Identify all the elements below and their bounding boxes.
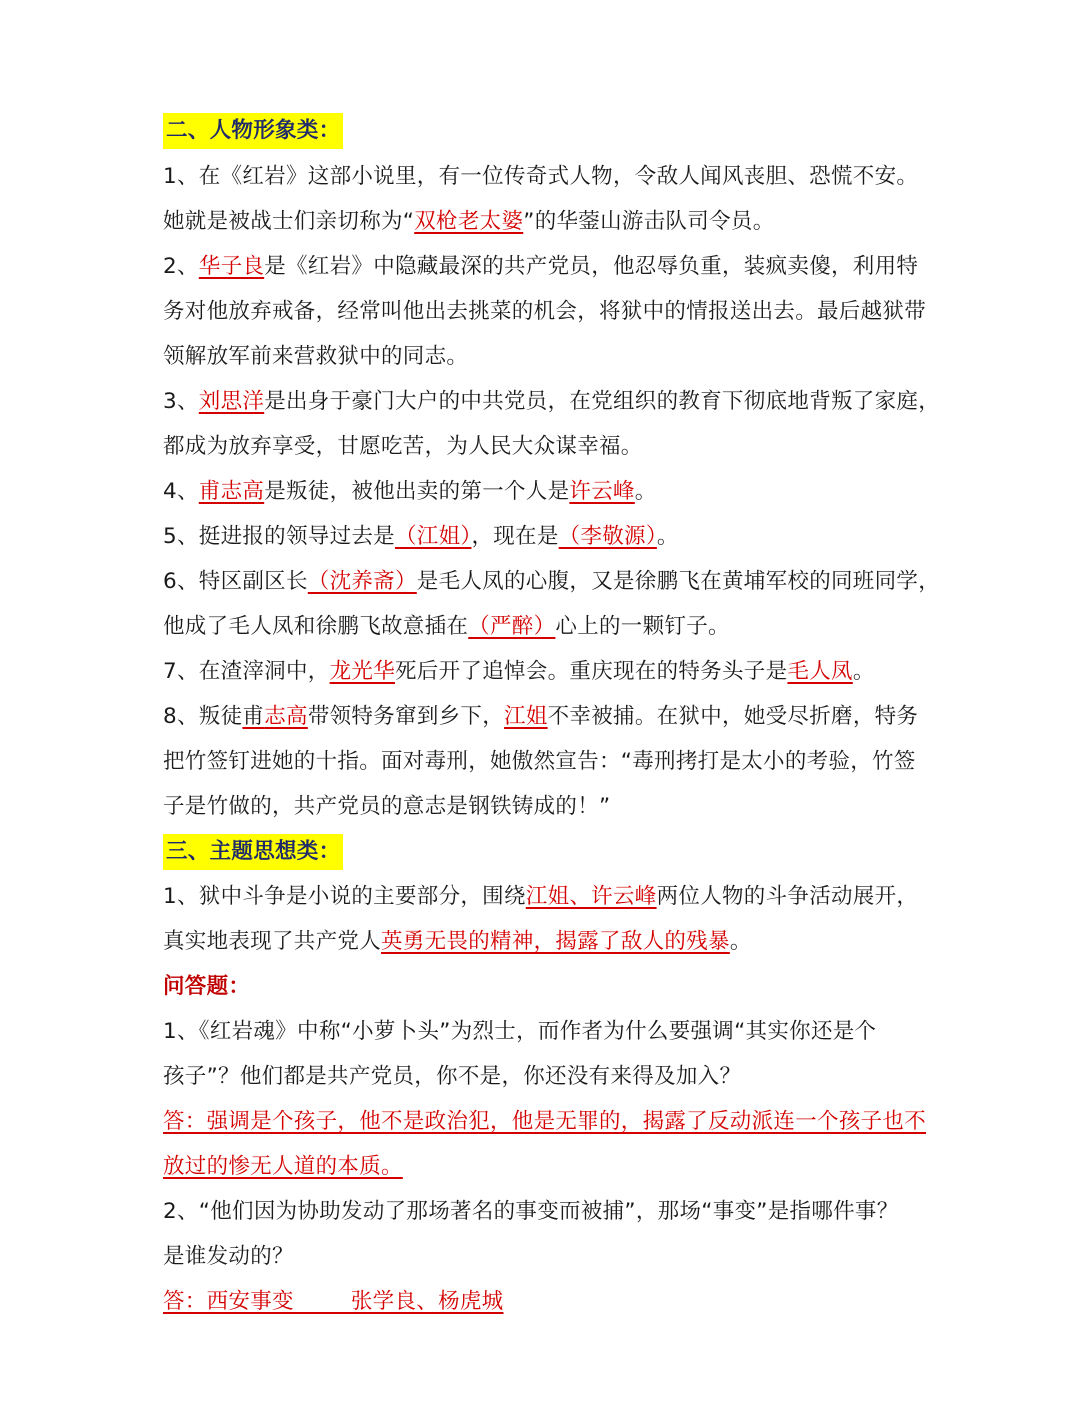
- answer-blank: （严醉）: [468, 614, 556, 639]
- item-5: 5、挺进报的领导过去是（江姐），现在是（李敬源）。: [163, 524, 679, 549]
- answer-blank: （李敬源）: [558, 524, 657, 549]
- item-1-line-1: 1、在《红岩》这部小说里，有一位传奇式人物，令敌人闻风丧胆、恐慌不安。: [163, 164, 919, 189]
- answer-blank: （江姐）: [394, 524, 472, 549]
- answer-1-line-1: 答：强调是个孩子，他不是政治犯，他是无罪的，揭露了反动派连一个孩子也不: [163, 1109, 927, 1134]
- section-heading-theme: [163, 829, 923, 874]
- theme-1-line-2: 真实地表现了共产党人英勇无畏的精神，揭露了敌人的残暴。: [163, 929, 752, 954]
- answer-blank: 志高: [264, 704, 308, 729]
- answer-blank: 双枪老太婆: [414, 209, 524, 234]
- underlined-text: 甫: [242, 704, 265, 729]
- question-1-line-1: 1、《红岩魂》中称“小萝卜头”为烈士，而作者为什么要强调“其实你还是个: [163, 1019, 877, 1044]
- question-2-line-2: 是谁发动的？: [163, 1244, 294, 1269]
- heading-highlight: 三、主题思想类：: [163, 834, 343, 870]
- question-1-line-2: 孩子”？他们都是共产党员，你不是，你还没有来得及加入？: [163, 1064, 742, 1089]
- answer-blank: 许云峰: [569, 479, 635, 504]
- answer-blank: 华子良: [198, 254, 265, 279]
- answer-blank: （沈养斋）: [307, 569, 417, 594]
- answer-blank: 刘思洋: [198, 389, 265, 414]
- question-2-line-1: 2、“他们因为协助发动了那场著名的事变而被捕”，那场“事变”是指哪件事？: [163, 1199, 899, 1224]
- answer-blank: 甫志高: [198, 479, 265, 504]
- answer-blank: 江姐: [504, 704, 548, 729]
- section-heading-qa: 问答题：: [163, 974, 251, 999]
- answer-2: 答：西安事变 张学良、杨虎城: [163, 1289, 504, 1314]
- item-3-line-2: 都成为放弃享受，甘愿吃苦，为人民大众谋幸福。: [163, 434, 643, 459]
- answer-blank: 毛人凤: [787, 659, 853, 684]
- item-6-line-2: 他成了毛人凤和徐鹏飞故意插在（严醉）心上的一颗钉子。: [163, 614, 730, 639]
- answer-1-line-2: 放过的惨无人道的本质。: [163, 1154, 403, 1179]
- document-body: [163, 108, 940, 1324]
- item-3-line-1: 3、刘思洋是出身于豪门大户的中共党员，在党组织的教育下彻底地背叛了家庭，: [163, 389, 940, 414]
- item-6-line-1: 6、特区副区长（沈养斋）是毛人凤的心腹，又是徐鹏飞在黄埔军校的同班同学，: [163, 569, 940, 594]
- answer-blank: 龙光华: [329, 659, 395, 684]
- item-8-line-2: 把竹签钉进她的十指。面对毒刑，她傲然宣告：“毒刑拷打是太小的考验，竹签: [163, 749, 916, 774]
- section-heading-characters: [163, 108, 923, 154]
- item-2-line-1: 2、华子良是《红岩》中隐藏最深的共产党员，他忍辱负重，装疯卖傻，利用特: [163, 254, 919, 279]
- item-7: 7、在渣滓洞中，龙光华死后开了追悼会。重庆现在的特务头子是毛人凤。: [163, 659, 875, 684]
- item-4: 4、甫志高是叛徒，被他出卖的第一个人是许云峰。: [163, 479, 657, 504]
- item-2-line-3: 领解放军前来营救狱中的同志。: [163, 344, 469, 369]
- item-2-line-2: 务对他放弃戒备，经常叫他出去挑菜的机会，将狱中的情报送出去。最后越狱带: [163, 299, 927, 324]
- item-1-line-2: 她就是被战士们亲切称为“双枪老太婆”的华蓥山游击队司令员。: [163, 209, 775, 234]
- item-8-line-1: 8、叛徒甫志高带领特务窜到乡下，江姐不幸被捕。在狱中，她受尽折磨，特务: [163, 704, 919, 729]
- item-8-line-3: 子是竹做的，共产党员的意志是钢铁铸成的！”: [163, 794, 611, 819]
- answer-blank: 英勇无畏的精神，揭露了敌人的残暴: [381, 929, 730, 954]
- answer-blank: 江姐、许云峰: [525, 884, 657, 909]
- theme-1-line-1: 1、狱中斗争是小说的主要部分，围绕江姐、许云峰两位人物的斗争活动展开，: [163, 884, 919, 909]
- heading-highlight: 二、人物形象类：: [163, 113, 343, 149]
